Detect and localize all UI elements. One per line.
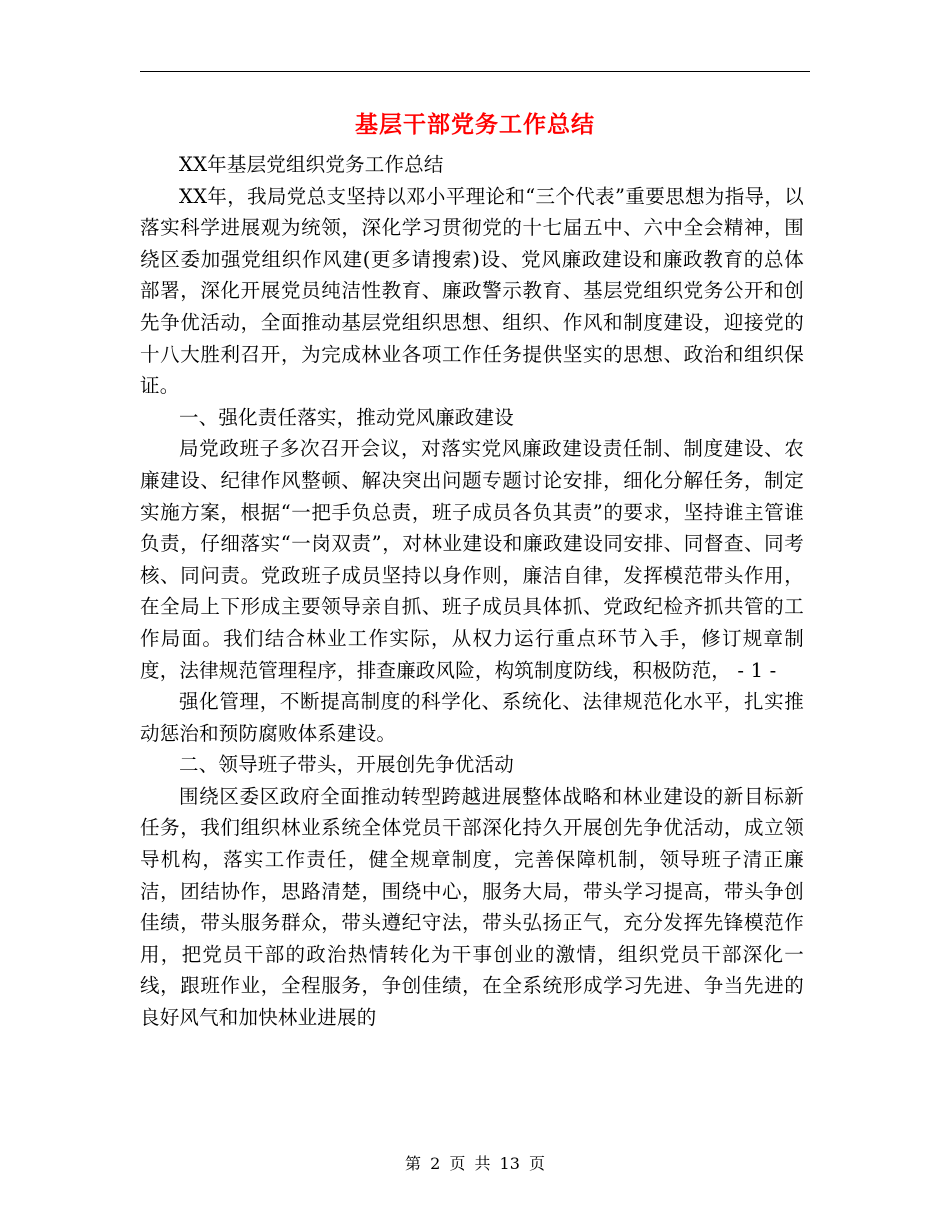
section-heading-1: 一、强化责任落实，推动党风廉政建设 <box>179 405 514 429</box>
paragraph-section-1: 局党政班子多次召开会议，对落实党风廉政建设责任制、制度建设、农廉建设、纪律作风整顿、解决突出问题专题讨论安排，细化分解任务，制定实施方案，根据“一把手负总责，班子成员各负其责”的要求，坚持谁主管谁负责，仔细落实“一岗双责”，对林业建设和廉政建设同安排、同督查、同考核、同问责。党政班子成员坚持以身作则，廉洁自律，发挥模范带头作用，在全局上下形成主要领导亲自抓、班子成员具体抓、党政纪检齐抓共管的工作局面。我们结合林业工作实际，从权力运行重点环节入手，修订规章制度，法律规范管理程序，排查廉政风险，构筑制度防线，积极防范， - 1 - <box>140 437 804 682</box>
page-footer: 第 2 页 共 13 页 <box>405 1154 545 1173</box>
paragraph-intro: XX年，我局党总支坚持以邓小平理论和“三个代表”重要思想为指导，以落实科学进展观为统领，深化学习贯彻党的十七届五中、六中全会精神，围绕区委加强党组织作风建(更多请搜索)设、党风廉政建设和廉政教育的总体部署，深化开展党员纯洁性教育、廉政警示教育、基层党组织党务公开和创先争优活动，全面推动基层党组织思想、组织、作风和制度建设，迎接党的十八大胜利召开，为完成林业各项工作任务提供坚实的思想、政治和组织保证。 <box>140 184 804 398</box>
paragraph-section-1-cont: 强化管理，不断提高制度的科学化、系统化、法律规范化水平，扎实推动惩治和预防腐败体系建设。 <box>140 690 804 745</box>
document-title: 基层干部党务工作总结 <box>355 112 595 138</box>
section-heading-2: 二、领导班子带头，开展创先争优活动 <box>179 753 514 777</box>
document-body <box>140 149 804 1034</box>
header-rule <box>140 71 810 72</box>
paragraph-subtitle: XX年基层党组织党务工作总结 <box>179 153 444 176</box>
paragraph-section-2: 围绕区委区政府全面推动转型跨越进展整体战略和林业建设的新目标新任务，我们组织林业系统全体党员干部深化持久开展创先争优活动，成立领导机构，落实工作责任，健全规章制度，完善保障机制，领导班子清正廉洁，团结协作，思路清楚，围绕中心，服务大局，带头学习提高，带头争创佳绩，带头服务群众，带头遵纪守法，带头弘扬正气，充分发挥先锋模范作用，把党员干部的政治热情转化为干事创业的激情，组织党员干部深化一线，跟班作业，全程服务，争创佳绩，在全系统形成学习先进、争当先进的良好风气和加快林业进展的 <box>140 784 804 1030</box>
